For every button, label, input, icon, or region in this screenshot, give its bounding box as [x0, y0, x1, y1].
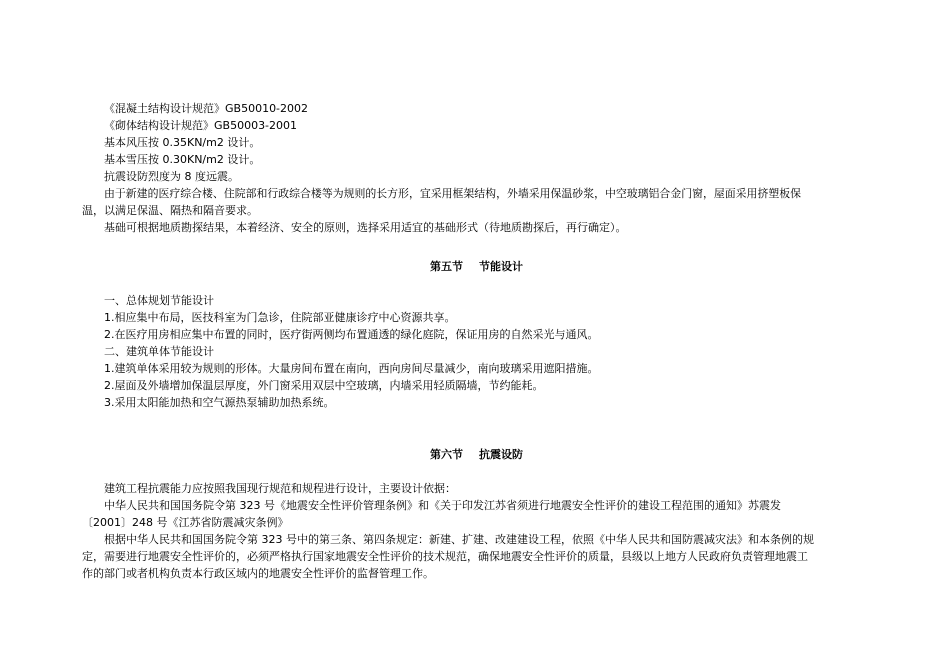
section5-item-2-3: 3.采用太阳能加热和空气源热泵辅助加热系统。 — [104, 396, 335, 409]
section6-title: 抗震设防 — [479, 448, 523, 461]
section5-subheading-2: 二、建筑单体节能设计 — [104, 345, 214, 358]
wind-pressure-line: 基本风压按 0.35KN/m2 设计。 — [104, 136, 261, 149]
section5-item-1-2: 2.在医疗用房相应集中布置的同时，医疗街两侧均布置通透的绿化庭院，保证用房的自然采光与通风。 — [104, 328, 599, 341]
snow-pressure-line: 基本雪压按 0.30KN/m2 设计。 — [104, 153, 261, 166]
section6-paragraph-line2: 定，需要进行地震安全性评价的，必须严格执行国家地震安全性评价的技术规范，确保地震安全性评价的质量，县级以上地方人民政府负责管理地震工 — [82, 550, 808, 563]
structure-paragraph-line1: 由于新建的医疗综合楼、住院部和行政综合楼等为规则的长方形，宜采用框架结构，外墙采用保温砂浆，中空玻璃铝合金门窗，屋面采用挤塑板保 — [104, 187, 802, 200]
standard-concrete: 《混凝土结构设计规范》GB50010-2002 — [104, 102, 309, 115]
foundation-paragraph: 基础可根据地质勘探结果，本着经济、安全的原则，选择采用适宜的基础形式（待地质勘探后，再行确定）。 — [104, 221, 627, 234]
section5-item-2-2: 2.屋面及外墙增加保温层厚度，外门窗采用双层中空玻璃，内墙采用轻质隔墙，节约能耗。 — [104, 379, 544, 392]
section5-item-1-1: 1.相应集中布局，医技科室为门急诊，住院部亚健康诊疗中心资源共享。 — [104, 311, 456, 324]
section6-intro: 建筑工程抗震能力应按照我国现行规范和规程进行设计，主要设计依据： — [104, 482, 456, 495]
section6-paragraph-line3: 作的部门或者机构负责本行政区域内的地震安全性评价的监督管理工作。 — [82, 567, 434, 580]
section5-number: 第五节 — [430, 260, 463, 273]
section6-basis-line1: 中华人民共和国国务院令第 323 号《地震安全性评价管理条例》和《关于印发江苏省须进行地震安全性评价的建设工程范围的通知》苏震发 — [104, 499, 781, 512]
section5-heading — [430, 258, 523, 275]
structure-paragraph-line2: 温，以满足保温、隔热和隔音要求。 — [82, 204, 258, 217]
section6-heading — [430, 446, 523, 463]
seismic-intensity-line: 抗震设防烈度为 8 度远震。 — [104, 170, 239, 183]
section5-title: 节能设计 — [479, 260, 523, 273]
section6-number: 第六节 — [430, 448, 463, 461]
section6-basis-line2: 〔2001〕248 号《江苏省防震减灾条例》 — [82, 516, 289, 529]
standard-masonry: 《砌体结构设计规范》GB50003-2001 — [104, 119, 298, 132]
section6-paragraph-line1: 根据中华人民共和国国务院令第 323 号中的第三条、第四条规定：新建、扩建、改建建设工程，依照《中华人民共和国防震减灾法》和本条例的规 — [104, 533, 814, 546]
section5-item-2-1: 1.建筑单体采用较为规则的形体。大量房间布置在南向，西向房间尽量减少，南向玻璃采用遮阳措施。 — [104, 362, 599, 375]
section5-subheading-1: 一、总体规划节能设计 — [104, 294, 214, 307]
